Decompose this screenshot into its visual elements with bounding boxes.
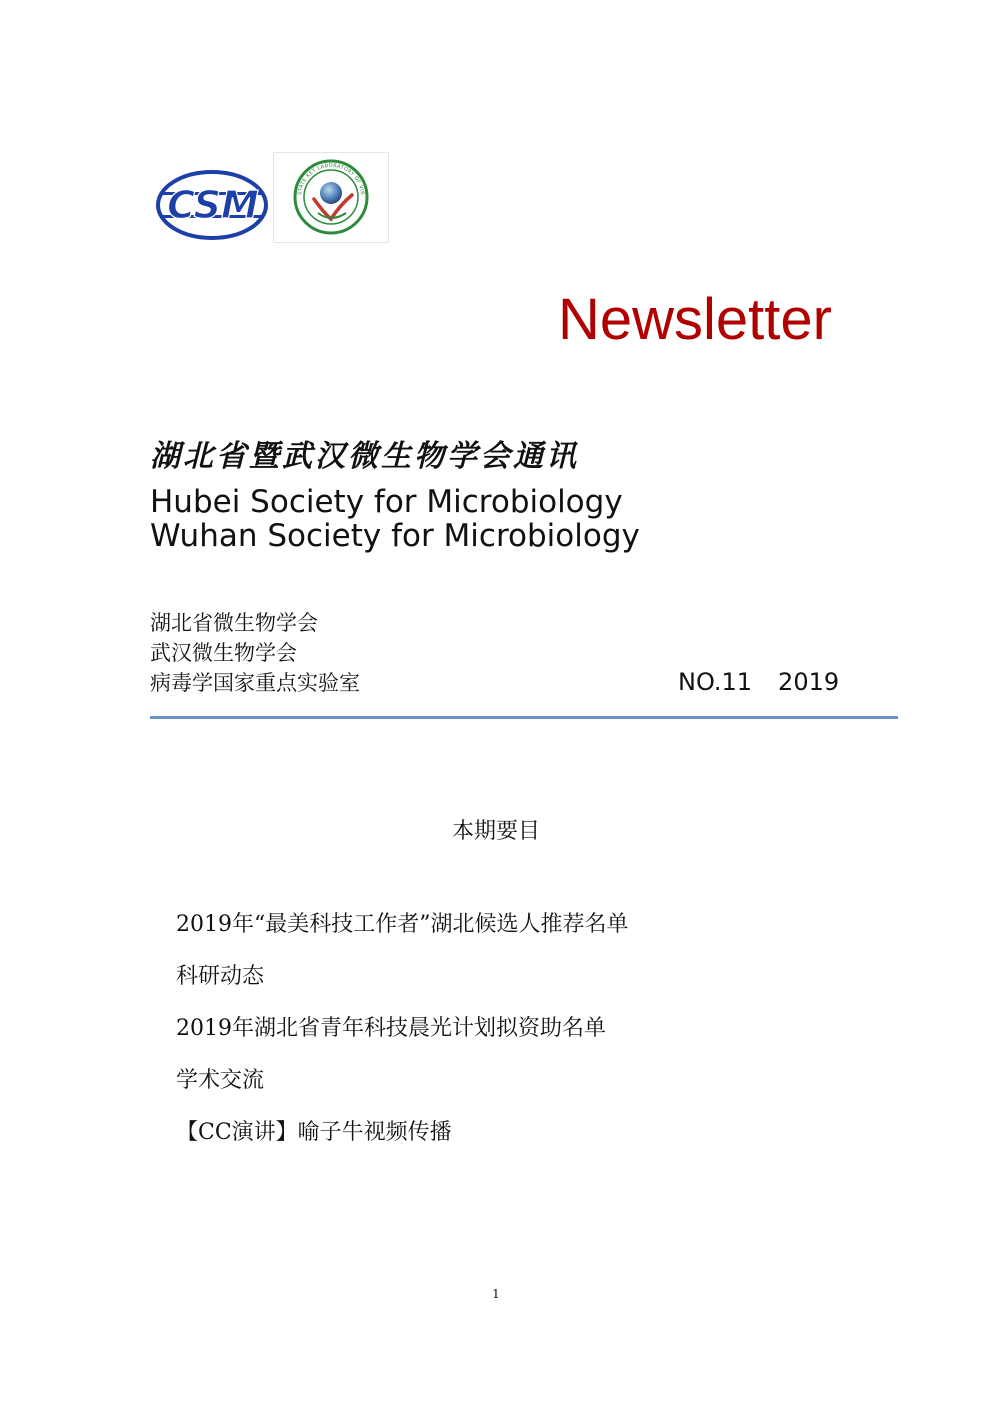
lab-logo-frame — [273, 152, 389, 243]
toc-item: 科研动态 — [176, 964, 265, 989]
issue-info — [678, 667, 839, 697]
title-english-line2: Wuhan Society for Microbiology — [150, 518, 640, 554]
issue-number: NO.11 — [678, 668, 753, 696]
issue-year: 2019 — [778, 668, 840, 696]
csm-logo-text: CSM — [167, 183, 259, 227]
csm-logo — [155, 170, 270, 240]
organization-virology-lab: 病毒学国家重点实验室 — [150, 671, 360, 695]
toc-item: 2019年湖北省青年科技晨光计划拟资助名单 — [176, 1016, 606, 1041]
lab-logo — [274, 153, 388, 242]
header-divider — [150, 716, 898, 719]
title-english-line1: Hubei Society for Microbiology — [150, 484, 623, 520]
title-chinese: 湖北省暨武汉微生物学会通讯 — [150, 439, 579, 474]
toc-item: 2019年“最美科技工作者”湖北候选人推荐名单 — [176, 912, 629, 937]
toc-item: 学术交流 — [176, 1068, 265, 1093]
organization-wuhan: 武汉微生物学会 — [150, 641, 297, 665]
toc-item: 【CC演讲】喻子牛视频传播 — [176, 1120, 452, 1145]
newsletter-heading: Newsletter — [558, 287, 832, 352]
toc-heading: 本期要目 — [451, 819, 540, 844]
page-number: 1 — [492, 1287, 500, 1301]
lab-logo-ring-text: STATE KEY LABORATORY OF VIR — [297, 162, 365, 196]
organization-hubei: 湖北省微生物学会 — [150, 611, 318, 635]
